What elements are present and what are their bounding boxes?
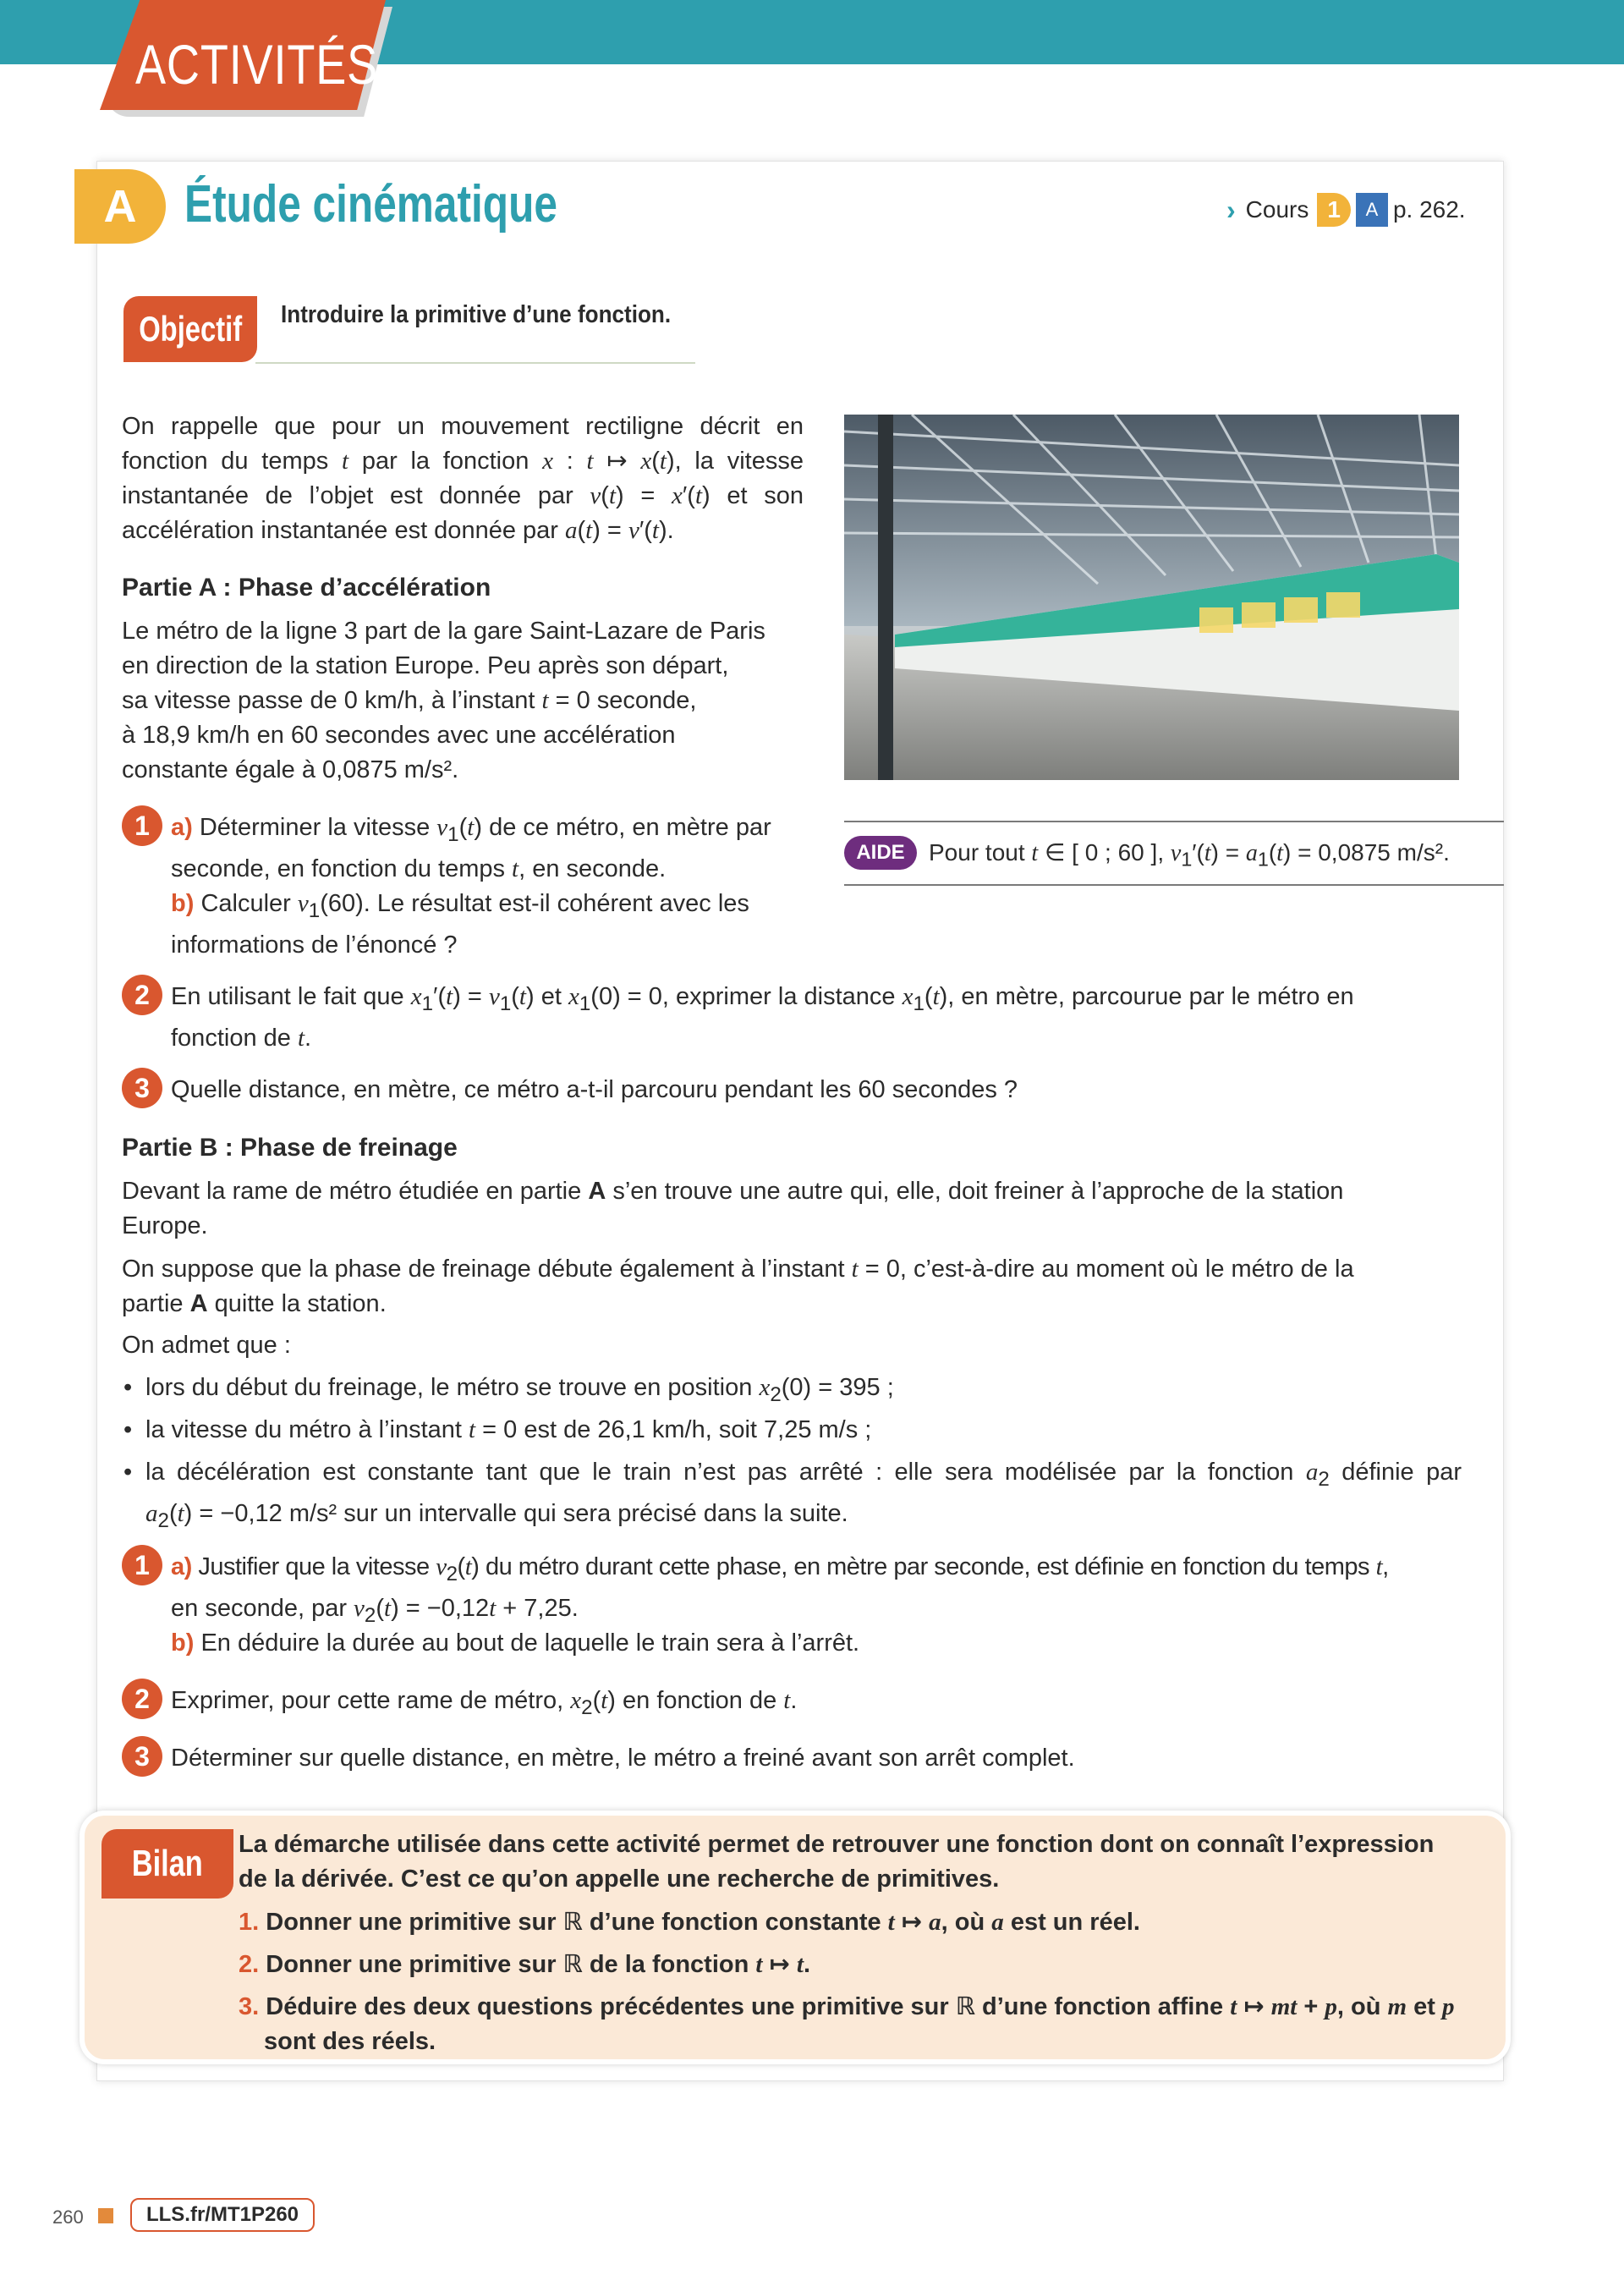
question-number-a1: 1 — [122, 805, 162, 846]
chevron-right-icon: › — [1226, 194, 1236, 225]
bilan-item-1: 1. Donner une primitive sur ℝ d’une fonction constante t ↦ a, où a est un réel. — [239, 1909, 1140, 1936]
bullet-3: la décélération est constante tant que le train n’est pas arrêté : elle sera modélisée par la fonction $a_2$ définie par $a_2(t) = -0,12$ m/s² sur un intervalle qui sera précisé dans la suite. — [145, 1459, 1462, 1532]
cours-letter-badge: A — [1356, 193, 1388, 227]
question-a1b: b) Calculer $v_1(60)$. Le résultat est-il cohérent avec les informations de l’énoncé ? — [171, 890, 749, 959]
question-a3: Quelle distance, en mètre, ce métro a-t-il parcouru pendant les 60 secondes ? — [171, 1076, 1018, 1103]
activites-tab — [100, 0, 386, 117]
bilan-badge: Bilan — [102, 1829, 233, 1899]
section-title: Étude cinématique — [184, 175, 557, 234]
cours-reference[interactable] — [1226, 193, 1466, 227]
cours-label: Cours — [1245, 196, 1309, 223]
metro-station-photo — [844, 415, 1459, 780]
bullet-2: la vitesse du métro à l’instant t = 0 est de 26,1 km/h, soit 7,25 m/s ; — [145, 1416, 872, 1443]
bilan-intro: La démarche utilisée dans cette activité permet de retrouver une fonction dont on connaît l’expression de la dérivée. C’est ce qu’on appelle une recherche de primitives. — [239, 1831, 1435, 1893]
aide-divider-top — [844, 821, 1504, 822]
question-b3: Déterminer sur quelle distance, en mètre, le métro a freiné avant son arrêt complet. — [171, 1745, 1075, 1772]
question-a1a: a) Déterminer la vitesse $v_1(t)$ de ce métro, en mètre par seconde, en fonction du temps t, en seconde. — [171, 814, 771, 882]
question-number-b1: 1 — [122, 1545, 162, 1585]
question-number-b3: 3 — [122, 1736, 162, 1777]
aide-divider-bottom — [844, 884, 1504, 886]
objectif-badge: Objectif — [123, 296, 257, 362]
question-b2: Exprimer, pour cette rame de métro, $x_2(t)$ en fonction de t. — [171, 1687, 798, 1719]
cours-page: p. 262. — [1392, 196, 1466, 223]
question-b1a: a) Justifier que la vitesse $v_2(t)$ du métro durant cette phase, en mètre par seconde, est définie en fonction du temps t, en seconde, par $v_2(t) = -0,12t + 7,25$. — [171, 1553, 1389, 1627]
question-number-a3: 3 — [122, 1068, 162, 1108]
bullet-dot: • — [123, 1416, 133, 1443]
bullet-1: lors du début du freinage, le métro se trouve en position $x_2(0) = 395$ ; — [145, 1374, 894, 1406]
bilan-item-3: 3. Déduire des deux questions précédentes une primitive sur ℝ d’une fonction affine t ↦ mt + p, où m et p sont des réels. — [239, 1993, 1455, 2055]
activites-label: ACTIVITÉS — [135, 33, 379, 96]
question-b1b: b) En déduire la durée au bout de laquelle le train sera à l’arrêt. — [171, 1629, 860, 1657]
question-number-a2: 2 — [122, 975, 162, 1015]
partie-b-paragraph-2: On suppose que la phase de freinage débute également à l’instant t = 0, c’est-à-dire au moment où le métro de la partie A quitte la station. — [122, 1256, 1354, 1317]
footer-square — [98, 2208, 113, 2223]
aide-badge: AIDE — [844, 836, 917, 870]
page-number: 260 — [52, 2206, 84, 2228]
aide-text: Pour tout t ∈ [ 0 ; 60 ], $v_1'(t) = a_1(t) = 0,0875$ m/s². — [929, 839, 1450, 871]
question-number-b2: 2 — [122, 1679, 162, 1719]
partie-b-title: Partie B : Phase de freinage — [122, 1134, 458, 1162]
section-letter-badge: A — [74, 169, 166, 244]
partie-b-paragraph-1: Devant la rame de métro étudiée en partie A s’en trouve une autre qui, elle, doit freiner à l’approche de la station Europe. — [122, 1178, 1344, 1239]
intro-paragraph: On rappelle que pour un mouvement rectiligne décrit en fonction du temps t par la fonction x : t ↦ x(t), la vitesse instantanée de l’objet est donnée par v(t) = x′(t) et son accélération instantanée est donnée par a(t) = v′(t). — [122, 413, 804, 544]
cours-number-badge: 1 — [1317, 193, 1351, 227]
question-a2: En utilisant le fait que $x_1'(t) = v_1(t)$ et $x_1(0) = 0$, exprimer la distance $x_1(t)$, en mètre, parcourue par le métro en fonction de t. — [171, 983, 1354, 1052]
partie-a-title: Partie A : Phase d’accélération — [122, 574, 491, 602]
bullet-dot: • — [123, 1374, 133, 1401]
objectif-text: Introduire la primitive d’une fonction. — [281, 301, 672, 328]
partie-b-paragraph-3: On admet que : — [122, 1332, 291, 1359]
partie-a-text: Le métro de la ligne 3 part de la gare Saint-Lazare de Paris en direction de la station Europe. Peu après son départ, sa vitesse passe de 0 km/h, à l’instant t = 0 seconde, à 18,9 km/h en 60 secondes avec une accélération constante égale à 0,0875 m/s². — [122, 618, 765, 783]
footer-link[interactable]: LLS.fr/MT1P260 — [130, 2198, 315, 2232]
bullet-dot: • — [123, 1459, 133, 1486]
bilan-item-2: 2. Donner une primitive sur ℝ de la fonction t ↦ t. — [239, 1951, 810, 1978]
objectif-underline — [255, 362, 695, 364]
